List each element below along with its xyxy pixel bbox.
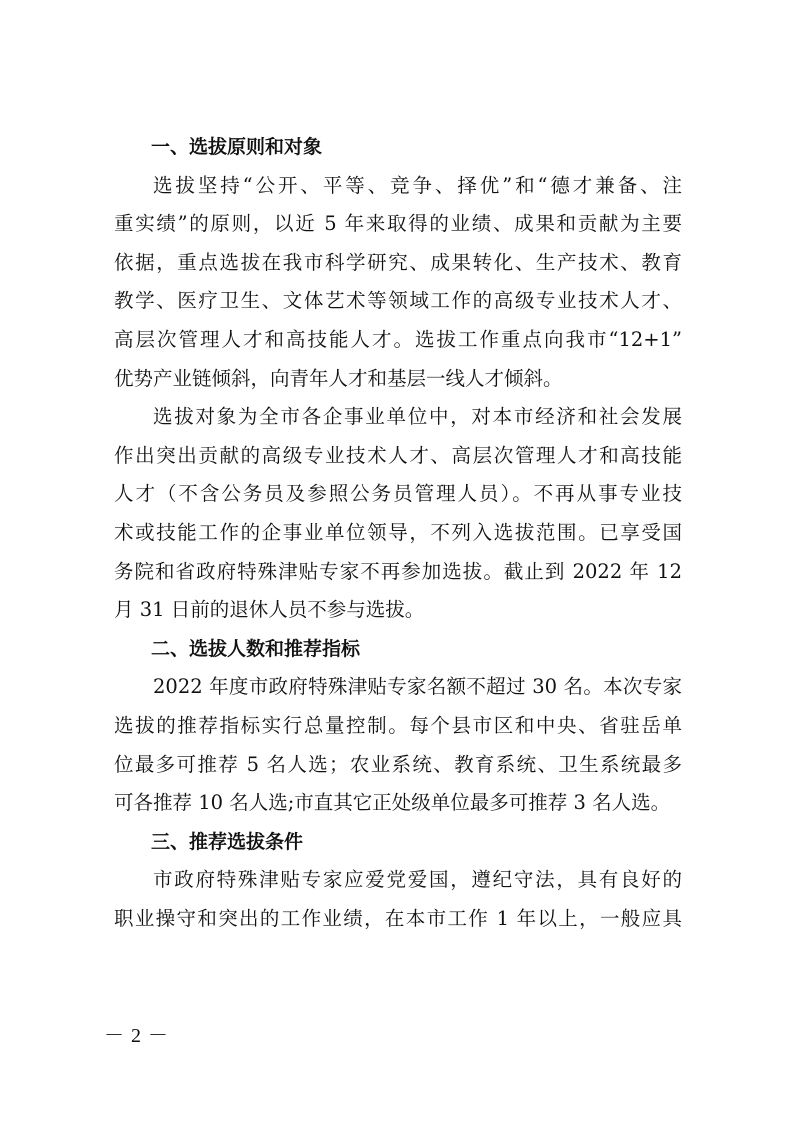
paragraph (114, 398, 682, 630)
paragraph-line: 优势产业链倾斜，向青年人才和基层一线人才倾斜。 (114, 366, 563, 390)
paragraph-line: 高层次管理人才和高技能人才。选拔工作重点向我市“12+1” (114, 327, 682, 351)
paragraph-line: 重实绩”的原则，以近 5 年来取得的业绩、成果和贡献为主要 (114, 212, 682, 236)
page-number: － 2 － (104, 1025, 169, 1047)
paragraph-line: 依据，重点选拔在我市科学研究、成果转化、生产技术、教育 (114, 250, 682, 274)
paragraph-line: 月 31 日前的退休人员不参与选拔。 (114, 598, 425, 622)
paragraph (114, 167, 682, 399)
paragraph (114, 861, 682, 938)
paragraph-line: 2022 年度市政府特殊津贴专家名额不超过 30 名。本次专家 (153, 675, 682, 699)
paragraph-line: 选拔坚持“公开、平等、竞争、择优”和“德才兼备、注 (153, 173, 682, 197)
paragraph-line: 务院和省政府特殊津贴专家不再参加选拔。截止到 2022 年 12 (114, 559, 682, 583)
paragraph-line: 职业操守和突出的工作业绩，在本市工作 1 年以上，一般应具 (114, 906, 682, 930)
paragraph-line: 选拔的推荐指标实行总量控制。每个县市区和中央、省驻岳单 (114, 713, 682, 737)
paragraph (114, 668, 682, 822)
document-body (114, 128, 682, 938)
paragraph-line: 市政府特殊津贴专家应爱党爱国，遵纪守法，具有良好的 (153, 868, 682, 892)
paragraph-line: 术或技能工作的企事业单位领导，不列入选拔范围。已享受国 (114, 520, 682, 544)
section-heading: 二、选拔人数和推荐指标 (151, 637, 361, 660)
paragraph-line: 教学、医疗卫生、文体艺术等领域工作的高级专业技术人才、 (114, 289, 682, 313)
paragraph-line: 作出突出贡献的高级专业技术人才、高层次管理人才和高技能 (114, 443, 682, 467)
paragraph-line: 可各推荐 10 名人选;市直其它正处级单位最多可推荐 3 名人选。 (114, 791, 671, 815)
paragraph-line: 位最多可推荐 5 名人选；农业系统、教育系统、卫生系统最多 (114, 752, 682, 776)
paragraph-line: 人才（不含公务员及参照公务员管理人员）。不再从事专业技 (114, 482, 682, 506)
section-heading: 一、选拔原则和对象 (151, 136, 323, 158)
section-heading: 三、推荐选拔条件 (151, 830, 304, 853)
paragraph-line: 选拔对象为全市各企事业单位中，对本市经济和社会发展 (153, 405, 682, 429)
